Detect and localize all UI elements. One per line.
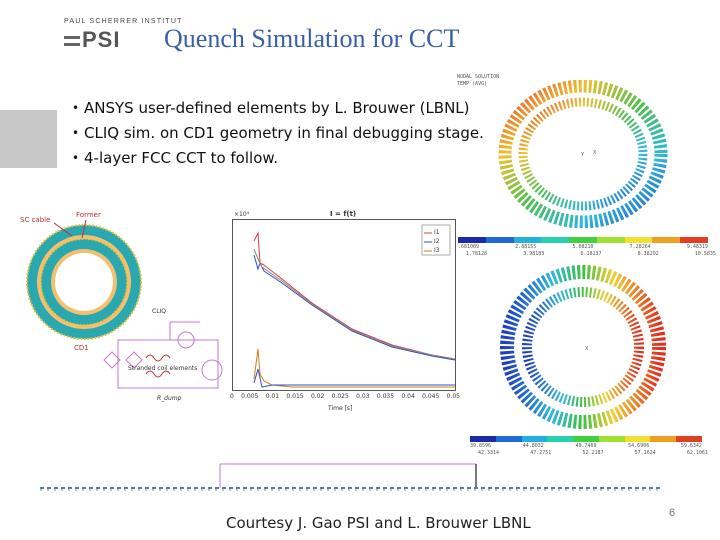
bottom-colorbar <box>470 436 702 442</box>
sc-cable-label: SC cable <box>20 216 51 224</box>
plot-title: I = f(t) <box>330 210 357 218</box>
logo-mark: PSI <box>82 27 121 52</box>
svg-text:X: X <box>585 346 589 352</box>
legend-i1: I1 <box>434 229 440 236</box>
bottom-colorbar-values-bottom: 42.3314 47.2751 52.2187 57.1624 62.1061 <box>478 450 708 456</box>
current-plot <box>232 219 456 391</box>
cliq-circuit-diagram <box>100 310 232 408</box>
credit-text: Courtesy J. Gao PSI and L. Brouwer LBNL <box>226 514 531 532</box>
former-label: Former <box>76 211 101 219</box>
contour-corner-label-1: NODAL SOLUTION <box>457 74 500 80</box>
top-colorbar <box>458 237 708 243</box>
bottom-ring-contour <box>495 262 671 432</box>
svg-text:Y: Y <box>581 152 585 158</box>
page-number: 6 <box>669 507 676 519</box>
bullet-item: • 4-layer FCC CCT to follow. <box>72 146 484 171</box>
rdump-label: R_dump <box>157 395 182 402</box>
plot-exponent: ×10⁴ <box>234 211 250 218</box>
coil-strip-diagram <box>40 462 662 494</box>
top-colorbar-values-top: .681009 2.88155 5.08210 7.28264 9.48319 <box>458 244 708 250</box>
stranded-coil-label: Stranded coil elements <box>128 365 198 372</box>
bullet-item: • ANSYS user-defined elements by L. Brouwer (LBNL) <box>72 96 484 121</box>
x-axis-label: Time [s] <box>328 405 353 412</box>
contour-corner-label-2: TEMP (AVG) <box>457 81 488 87</box>
cliq-label: CLIQ <box>152 308 167 315</box>
x-tick-labels: 0 0.005 0.01 0.015 0.02 0.025 0.03 0.035 0.04 0.045 0.05 <box>230 393 460 400</box>
svg-text:X: X <box>593 150 597 156</box>
gray-accent-block <box>0 110 57 168</box>
logo-text: PAUL SCHERRER INSTITUT <box>64 18 183 25</box>
legend-i2: I2 <box>434 238 440 245</box>
bullet-item: • CLIQ sim. on CD1 geometry in final debugging stage. <box>72 121 484 146</box>
cd1-label: CD1 <box>74 344 89 352</box>
psi-logo <box>64 27 144 52</box>
top-colorbar-values-bottom: 1.78128 3.98183 6.18237 8.38292 10.5835 <box>466 251 716 257</box>
legend-i3: I3 <box>434 247 440 254</box>
bullet-list <box>72 96 484 171</box>
slide-title: Quench Simulation for CCT <box>164 24 460 53</box>
bottom-colorbar-values-top: 39.8596 44.8032 49.7469 54.6906 59.6342 <box>470 443 702 449</box>
top-ring-contour <box>495 80 671 228</box>
